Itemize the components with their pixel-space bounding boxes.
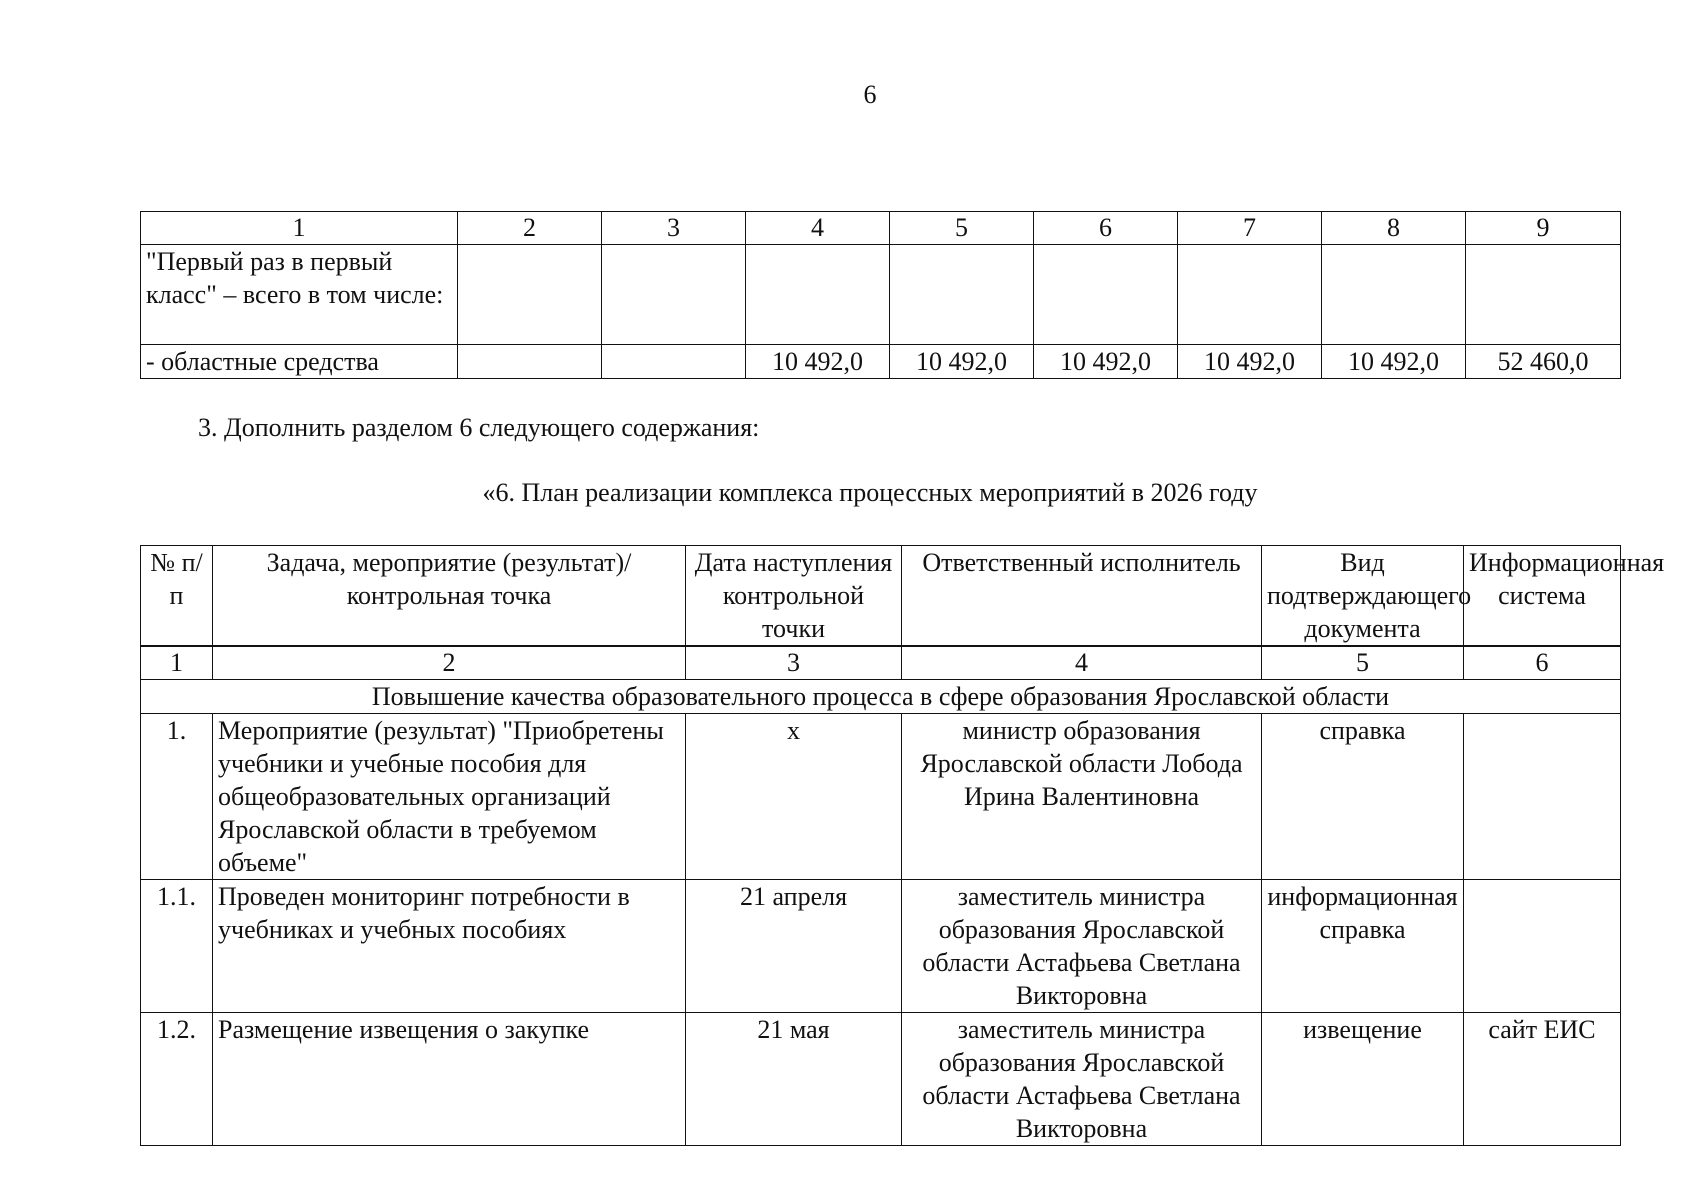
value-cell: 10 492,0	[1178, 345, 1322, 379]
row-number: 1.1.	[141, 880, 213, 1013]
value-cell	[1466, 245, 1621, 345]
header-number: № п/п	[141, 546, 213, 646]
row-number: 1.	[141, 714, 213, 880]
column-number: 9	[1466, 212, 1621, 245]
row-name: "Первый раз в первый класс" – всего в том числе:	[141, 245, 458, 345]
column-number: 5	[890, 212, 1034, 245]
table-row	[141, 1013, 1621, 1146]
amendment-paragraph: 3. Дополнить разделом 6 следующего содержания:	[198, 413, 760, 442]
column-number: 3	[686, 647, 902, 680]
column-number: 4	[746, 212, 890, 245]
value-cell: 10 492,0	[746, 345, 890, 379]
row-executor: министр образования Ярославской области Лобода Ирина Валентиновна	[902, 714, 1262, 880]
header-task: Задача, мероприятие (результат)/ контрольная точка	[213, 546, 686, 646]
table-row	[141, 245, 1621, 345]
value-cell	[458, 245, 602, 345]
row-date: 21 апреля	[686, 880, 902, 1013]
column-number: 7	[1178, 212, 1322, 245]
row-executor: заместитель министра образования Ярославской области Астафьева Светлана Викторовна	[902, 1013, 1262, 1146]
header-date: Дата наступления контрольной точки	[686, 546, 902, 646]
row-name: - областные средства	[141, 345, 458, 379]
value-cell	[602, 345, 746, 379]
value-cell	[602, 245, 746, 345]
header-executor: Ответственный исполнитель	[902, 546, 1262, 646]
table-row	[141, 880, 1621, 1013]
value-cell: 10 492,0	[1322, 345, 1466, 379]
plan-table	[140, 545, 1665, 1146]
row-system	[1464, 880, 1621, 1013]
row-document: справка	[1262, 714, 1464, 880]
table-row	[141, 714, 1621, 880]
row-document: извещение	[1262, 1013, 1464, 1146]
column-number: 8	[1322, 212, 1466, 245]
row-document: информационная справка	[1262, 880, 1464, 1013]
column-number: 2	[213, 647, 686, 680]
row-executor: заместитель министра образования Ярославской области Астафьева Светлана Викторовна	[902, 880, 1262, 1013]
value-cell	[1178, 245, 1322, 345]
value-cell: 10 492,0	[1034, 345, 1178, 379]
plan-table-header-row	[141, 546, 1621, 646]
column-number: 6	[1034, 212, 1178, 245]
section-row	[141, 680, 1621, 714]
header-document: Вид подтверждающего документа	[1262, 546, 1464, 646]
value-cell: 10 492,0	[890, 345, 1034, 379]
table-row	[141, 345, 1621, 379]
value-cell	[1322, 245, 1466, 345]
value-cell	[746, 245, 890, 345]
row-system	[1464, 714, 1621, 880]
page-number: 6	[863, 80, 877, 109]
section-title: Повышение качества образовательного процесса в сфере образования Ярославской области	[141, 680, 1621, 714]
value-cell	[1034, 245, 1178, 345]
row-task: Проведен мониторинг потребности в учебниках и учебных пособиях	[213, 880, 686, 1013]
column-number: 1	[141, 647, 213, 680]
column-number: 3	[602, 212, 746, 245]
column-number: 2	[458, 212, 602, 245]
column-number: 4	[902, 647, 1262, 680]
row-task: Мероприятие (результат) "Приобретены учебники и учебные пособия для общеобразовательных организаций Ярославской области в требуемом объеме"	[213, 714, 686, 880]
section-heading: «6. План реализации комплекса процессных мероприятий в 2026 году	[482, 478, 1258, 507]
column-numbers-row	[141, 647, 1621, 680]
column-number: 5	[1262, 647, 1464, 680]
header-system: Информационная система	[1464, 546, 1621, 646]
row-task: Размещение извещения о закупке	[213, 1013, 686, 1146]
row-number: 1.2.	[141, 1013, 213, 1146]
funding-table-header-row	[141, 212, 1621, 245]
column-number: 6	[1464, 647, 1621, 680]
value-cell: 52 460,0	[1466, 345, 1621, 379]
funding-table	[140, 211, 1621, 379]
row-system: сайт ЕИС	[1464, 1013, 1621, 1146]
value-cell	[890, 245, 1034, 345]
row-date: х	[686, 714, 902, 880]
row-date: 21 мая	[686, 1013, 902, 1146]
value-cell	[458, 345, 602, 379]
column-number: 1	[141, 212, 458, 245]
